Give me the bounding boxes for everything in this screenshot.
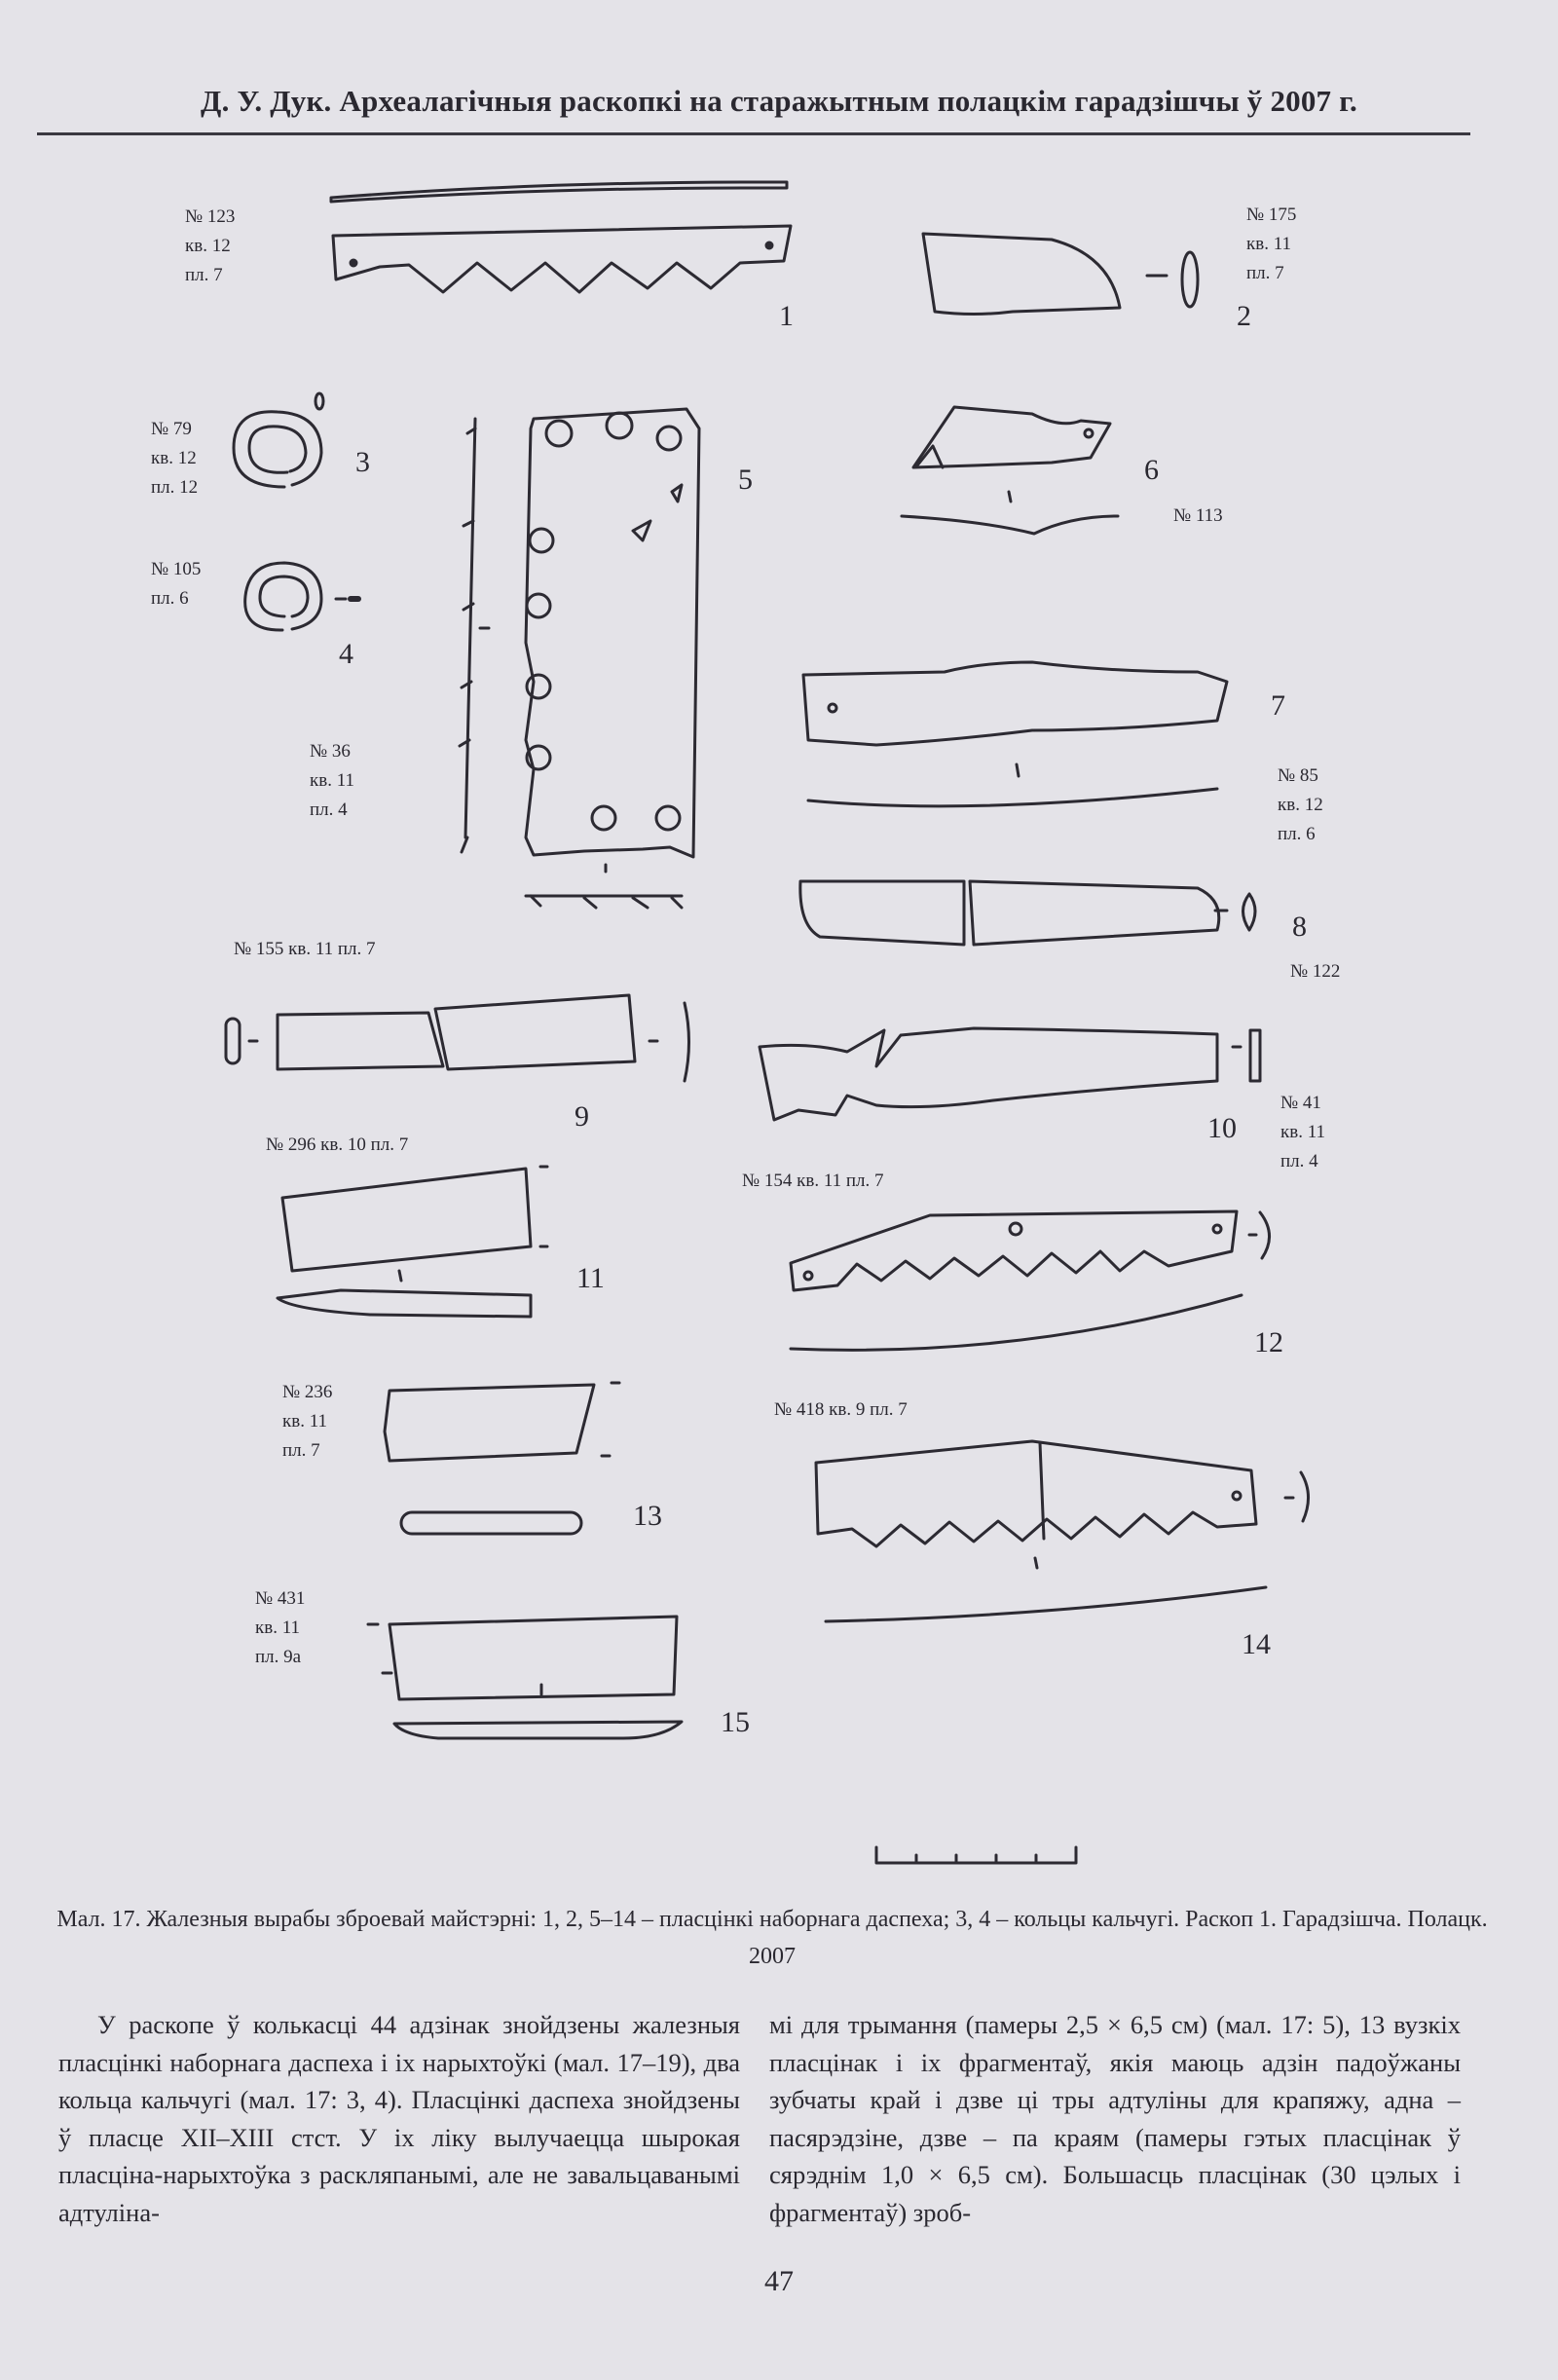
item-number-6: 6: [1144, 454, 1159, 486]
artifact-8-plate: [800, 881, 1255, 945]
item-number-11: 11: [576, 1262, 605, 1294]
artifact-3-ring: [234, 393, 323, 487]
item-number-14: 14: [1242, 1628, 1271, 1660]
artifact-1-plate: [331, 182, 791, 292]
artifact-10-plate: [760, 1028, 1260, 1120]
artifact-5-wide-plate: [460, 409, 699, 908]
item-number-3: 3: [355, 446, 370, 478]
find-label-41: № 41 кв. 11 пл. 4: [1280, 1093, 1325, 1171]
artifact-7-plate: [803, 662, 1227, 806]
item-number-13: 13: [633, 1500, 662, 1532]
artifact-6-plate: [902, 407, 1118, 534]
find-label-155: № 155 кв. 11 пл. 7: [234, 939, 376, 959]
item-number-4: 4: [339, 638, 353, 670]
paragraph: У раскопе ў колькасці 44 адзінак знойдзены жалезныя пласцінкі наборнага даспеха і іх нарыхтоўкі (мал. 17–19), два кольца кальчугі (мал. 17: 3, 4). Пласцінкі даспеха знойдзены ў пласце XII–XIII стст. У іх ліку вылучаецца шырокая пласціна-нарыхтоўка з раскляпанымі, але не завальцаванымі адтуліна-: [58, 2010, 740, 2227]
item-number-5: 5: [738, 464, 753, 496]
find-label-85: № 85 кв. 12 пл. 6: [1278, 765, 1323, 844]
item-number-7: 7: [1271, 689, 1285, 722]
find-label-122: № 122: [1290, 961, 1341, 982]
paragraph: мі для трымання (памеры 2,5 × 6,5 см) (мал. 17: 5), 13 вузкіх пласцінак і іх фрагментаў, якія маюць адзін падоўжаны зубчаты край і дзве ці тры адтуліны для крапяжу, адна – пасярэдзіне, дзве – па краям (памеры гэтых пласцінак ў сярэднім 1,0 × 6,5 см). Большасць пласцінак (30 цэлых і фрагментаў) зроб-: [769, 2010, 1461, 2227]
find-label-79: № 79 кв. 12 пл. 12: [151, 419, 199, 498]
item-number-10: 10: [1207, 1112, 1237, 1144]
find-label-36: № 36 кв. 11 пл. 4: [310, 741, 354, 820]
find-label-105: № 105 пл. 6: [151, 559, 202, 609]
find-label-175: № 175 кв. 11 пл. 7: [1246, 205, 1297, 283]
artifact-11-plate: [278, 1167, 547, 1317]
page-number: 47: [764, 2265, 794, 2297]
item-number-12: 12: [1254, 1326, 1283, 1358]
scale-bar: [876, 1847, 1076, 1863]
artifact-2-plate-fragment: [923, 234, 1198, 315]
find-label-154: № 154 кв. 11 пл. 7: [742, 1171, 884, 1191]
item-number-15: 15: [721, 1706, 750, 1738]
item-number-8: 8: [1292, 911, 1307, 943]
artifact-12-plate: [791, 1211, 1270, 1350]
item-number-2: 2: [1237, 300, 1251, 332]
find-label-418: № 418 кв. 9 пл. 7: [774, 1399, 908, 1420]
find-label-431: № 431 кв. 11 пл. 9а: [255, 1588, 306, 1667]
artifact-4-ring: [245, 563, 358, 630]
item-number-1: 1: [779, 300, 794, 332]
artifact-15-plate: [368, 1617, 682, 1738]
artifact-9-plate: [226, 995, 689, 1081]
find-label-113: № 113: [1173, 505, 1223, 526]
artifact-13-plate: [385, 1383, 619, 1534]
find-label-236: № 236 кв. 11 пл. 7: [282, 1382, 333, 1461]
find-label-296: № 296 кв. 10 пл. 7: [266, 1134, 409, 1155]
find-label-123: № 123 кв. 12 пл. 7: [185, 206, 236, 285]
artifact-14-plate: [816, 1441, 1309, 1621]
running-header: Д. У. Дук. Археалагічныя раскопкі на старажытным полацкім гарадзішчы ў 2007 г.: [201, 84, 1357, 118]
figure-caption: Мал. 17. Жалезныя вырабы зброевай майстэрні: 1, 2, 5–14 – пласцінкі наборнага даспеха; 3, 4 – кольцы кальчугі. Раскоп 1. Гарадзішча. Полацк. 2007: [56, 1907, 1488, 1969]
item-number-9: 9: [575, 1100, 589, 1133]
body-text-right-column: [769, 2006, 1461, 2231]
body-text-left-column: [58, 2006, 740, 2231]
